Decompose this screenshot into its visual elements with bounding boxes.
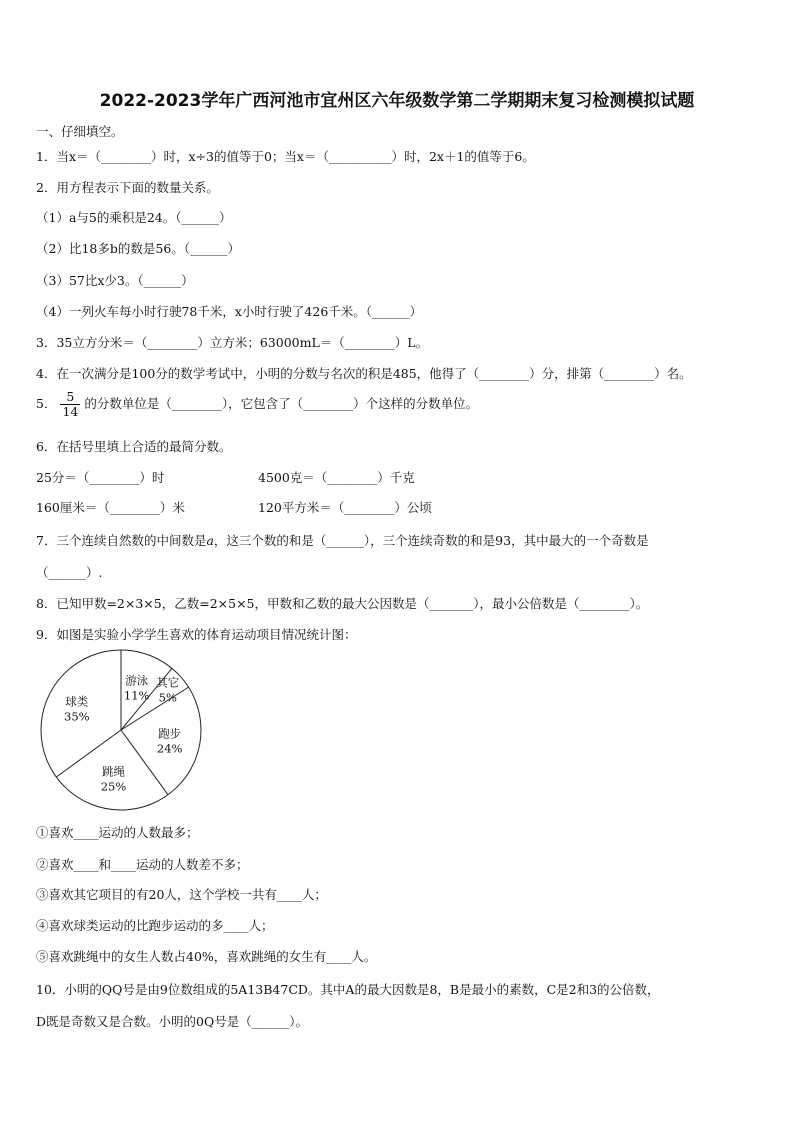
question-2-part-1: （1）a与5的乘积是24。（______） bbox=[36, 210, 232, 225]
question-5 bbox=[36, 390, 478, 419]
page-title: 2022-2023学年广西河池市宜州区六年级数学第二学期期末复习检测模拟试题 bbox=[99, 91, 695, 111]
question-2-part-4: （4）一列火车每小时行驶78千米，x小时行驶了426千米。（______） bbox=[36, 304, 423, 319]
question-7-text-2: ，这三个数的和是（______），三个连续奇数的和是93，其中最大的一个奇数是 bbox=[213, 533, 649, 548]
pie-slice-label: 跑步 bbox=[158, 726, 182, 741]
pie-slice-percent: 11% bbox=[123, 688, 150, 703]
question-1: 1．当x＝（________）时，x÷3的值等于0；当x＝（__________）时，2x＋1的值等于6。 bbox=[36, 149, 535, 164]
question-9-part-2: ②喜欢____和____运动的人数差不多； bbox=[36, 857, 249, 872]
pie-slice-percent: 25% bbox=[100, 779, 127, 794]
question-5-prefix: 5． bbox=[36, 395, 57, 411]
question-6-item-b: 4500克＝（________）千克 bbox=[258, 470, 415, 485]
question-9-part-3: ③喜欢其它项目的有20人，这个学校一共有____人； bbox=[36, 887, 327, 902]
pie-slice-percent: 24% bbox=[156, 741, 183, 756]
question-9: 9．如图是实验小学学生喜欢的体育运动项目情况统计图： bbox=[36, 627, 357, 642]
pie-slice-label: 球类 bbox=[65, 694, 89, 709]
fraction-denominator: 14 bbox=[62, 403, 79, 419]
question-6-item-d: 120平方米＝（________）公顷 bbox=[258, 500, 432, 515]
question-5-text: 的分数单位是（________），它包含了（________）个这样的分数单位。 bbox=[84, 395, 479, 411]
question-6-item-c: 160厘米＝（________）米 bbox=[36, 500, 185, 515]
question-9-part-4: ④喜欢球类运动的比跑步运动的多____人； bbox=[36, 918, 274, 933]
question-2: 2．用方程表示下面的数量关系。 bbox=[36, 180, 219, 195]
question-9-part-5: ⑤喜欢跳绳中的女生人数占40%，喜欢跳绳的女生有____人。 bbox=[36, 949, 377, 964]
question-3: 3．35立方分米＝（________）立方米；63000mL＝（________）L。 bbox=[36, 335, 429, 350]
fraction-numerator: 5 bbox=[60, 390, 80, 405]
pie-slice-label: 游泳 bbox=[125, 673, 149, 688]
section-heading: 一、仔细填空。 bbox=[36, 124, 124, 139]
question-6-item-a: 25分＝（________）时 bbox=[36, 470, 165, 485]
question-8: 8．已知甲数=2×3×5，乙数=2×5×5，甲数和乙数的最大公因数是（_______），最小公倍数是（________）。 bbox=[36, 596, 649, 611]
pie-slice-label: 跳绳 bbox=[102, 764, 125, 779]
pie-slice-percent: 35% bbox=[64, 709, 90, 724]
question-7-text-1: 7．三个连续自然数的中间数是 bbox=[36, 533, 207, 548]
question-7 bbox=[36, 531, 649, 549]
question-9-part-1: ①喜欢____运动的人数最多； bbox=[36, 825, 199, 840]
question-4: 4．在一次满分是100分的数学考试中，小明的分数与名次的积是485，他得了（________）分，排第（________）名。 bbox=[36, 366, 692, 381]
pie-chart bbox=[38, 648, 204, 812]
question-6: 6．在括号里填上合适的最简分数。 bbox=[36, 439, 232, 454]
question-10: 10．小明的QQ号是由9位数组成的5A13B47CD。其中A的最大因数是8，B是最小的素数，C是2和3的公倍数， bbox=[36, 982, 660, 997]
question-2-part-2: （2）比18多b的数是56。（______） bbox=[36, 241, 241, 256]
pie-slice-label: 其它 bbox=[156, 675, 180, 690]
fraction bbox=[60, 390, 80, 419]
variable-a: a bbox=[206, 533, 214, 548]
question-7-end: （______）. bbox=[36, 565, 103, 580]
pie-slice-percent: 5% bbox=[158, 690, 177, 705]
question-10-end: D既是奇数又是合数。小明的0Q号是（______）。 bbox=[36, 1014, 308, 1029]
question-2-part-3: （3）57比x少3。（______） bbox=[36, 273, 194, 288]
